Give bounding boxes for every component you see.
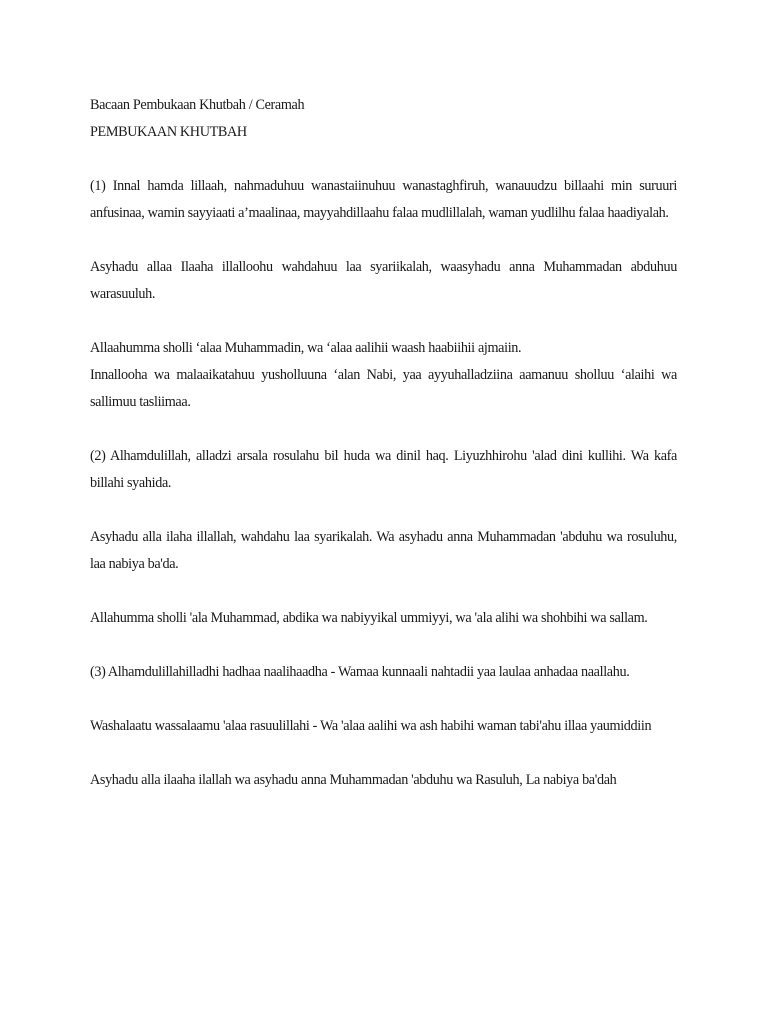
spacer [90, 578, 677, 605]
spacer [90, 632, 677, 659]
spacer [90, 146, 677, 173]
spacer [90, 497, 677, 524]
spacer [90, 740, 677, 767]
document-page [90, 92, 677, 794]
paragraph-section-3: (3) Alhamdulillahilladhi hadhaa naalihaadha - Wamaa kunnaali nahtadii yaa laulaa anhadaa naallahu. [90, 664, 630, 680]
spacer [90, 308, 677, 335]
document-title: Bacaan Pembukaan Khutbah / Ceramah [90, 97, 305, 113]
paragraph-sholawat-1: Allaahumma sholli ‘alaa Muhammadin, wa ‘alaa aalihii waash haabiihii ajmaiin. [90, 340, 522, 356]
spacer [90, 686, 677, 713]
spacer [90, 227, 677, 254]
paragraph-syahadat-3: Asyhadu alla ilaaha ilallah wa asyhadu anna Muhammadan 'abduhu wa Rasuluh, La nabiya ba'dah [90, 772, 617, 788]
document-heading: PEMBUKAAN KHUTBAH [90, 124, 247, 140]
paragraph-section-2: (2) Alhamdulillah, alladzi arsala rosulahu bil huda wa dinil haq. Liyuzhhirohu 'alad dini kullihi. Wa kafa billahi syahida. [90, 448, 677, 491]
spacer [90, 416, 677, 443]
paragraph-syahadat-2: Asyhadu alla ilaha illallah, wahdahu laa syarikalah. Wa asyhadu anna Muhammadan 'abduhu wa rosuluhu, laa nabiya ba'da. [90, 529, 677, 572]
paragraph-sholawat-2: Allahumma sholli 'ala Muhammad, abdika wa nabiyyikal ummiyyi, wa 'ala alihi wa shohbihi wa sallam. [90, 610, 648, 626]
paragraph-sholawat-3: Washalaatu wassalaamu 'alaa rasuulillahi - Wa 'alaa aalihi wa ash habihi waman tabi'ahu illaa yaumiddiin [90, 718, 652, 734]
paragraph-syahadat-1: Asyhadu allaa Ilaaha illalloohu wahdahuu laa syariikalah, waasyhadu anna Muhammadan abduhuu warasuuluh. [90, 259, 677, 302]
paragraph-section-1: (1) Innal hamda lillaah, nahmaduhuu wanastaiinuhuu wanastaghfiruh, wanauudzu billaahi min suruuri anfusinaa, wamin sayyiaati a’maalinaa, mayyahdillaahu falaa mudlillalah, waman yudlilhu falaa haadiyalah. [90, 178, 677, 221]
paragraph-ayat: Innallooha wa malaaikatahuu yusholluuna ‘alan Nabi, yaa ayyuhalladziina aamanuu sholluu ‘alaihi wa sallimuu tasliimaa. [90, 367, 677, 410]
